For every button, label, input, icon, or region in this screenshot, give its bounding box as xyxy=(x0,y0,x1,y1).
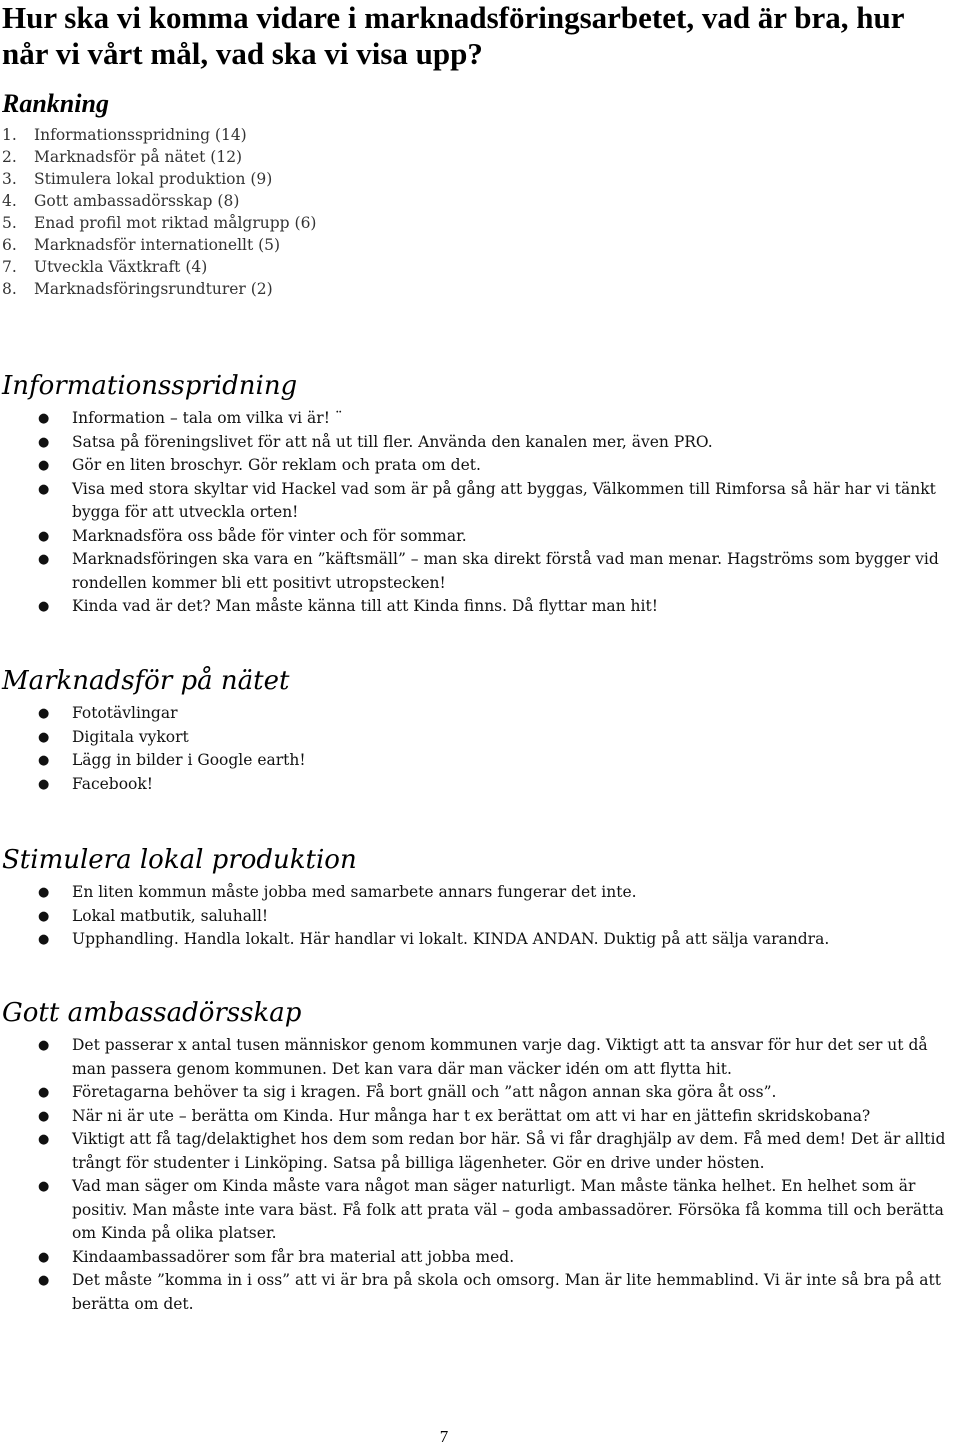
ranking-text: Utveckla Växtkraft (4) xyxy=(34,258,208,276)
bullet-list xyxy=(2,702,958,796)
list-item-text: Det passerar x antal tusen människor genom kommunen varje dag. Viktigt att ta ansvar för hur det ser ut då man passera genom kommunen. Det kan vara där man väcker idén om att flytta hit. xyxy=(72,1036,928,1078)
bullet-icon: ● xyxy=(38,458,50,473)
list-item-text: Satsa på föreningslivet för att nå ut till fler. Använda den kanalen mer, även PRO. xyxy=(72,432,713,451)
list-item xyxy=(2,1105,958,1129)
list-item xyxy=(2,407,958,431)
ranking-number: 4. xyxy=(2,192,17,210)
ranking-number: 7. xyxy=(2,258,17,276)
list-item-text: Information – tala om vilka vi är! ¨ xyxy=(72,409,343,427)
ranking-number: 2. xyxy=(2,148,17,166)
list-item-text: Marknadsföringen ska vara en ”käftsmäll” – man ska direkt förstå vad man menar. Hagströms som bygger vid rondellen kommer bli ett positivt utropstecken! xyxy=(72,550,939,592)
bullet-icon: ● xyxy=(38,434,50,450)
list-item-text: Upphandling. Handla lokalt. Här handlar vi lokalt. KINDA ANDAN. Duktig på att sälja varandra. xyxy=(72,930,830,948)
list-item-text: Lokal matbutik, saluhall! xyxy=(72,906,269,925)
list-item xyxy=(2,1175,958,1246)
list-item-text: En liten kommun måste jobba med samarbete annars fungerar det inte. xyxy=(72,883,637,901)
list-item-text: Företagarna behöver ta sig i kragen. Få bort gnäll och ”att någon annan ska göra åt oss”. xyxy=(72,1083,777,1101)
bullet-icon: ● xyxy=(38,885,50,900)
section-heading: Informationsspridning xyxy=(2,371,298,401)
list-item xyxy=(2,431,958,455)
section-gott-ambassadorsskap xyxy=(2,997,958,1316)
list-item-text: Visa med stora skyltar vid Hackel vad som är på gång att byggas, Välkommen till Rimforsa så här har vi tänkt bygga för att utveckla orten! xyxy=(72,479,936,521)
list-item-text: Kinda vad är det? Man måste känna till att Kinda finns. Då flyttar man hit! xyxy=(72,597,658,615)
list-item xyxy=(2,595,958,619)
ranking-item xyxy=(2,256,316,278)
bullet-icon: ● xyxy=(38,528,50,544)
ranking-heading: Rankning xyxy=(2,89,109,118)
list-item-text: Facebook! xyxy=(72,774,154,793)
list-item xyxy=(2,1081,958,1105)
list-item-text: Vad man säger om Kinda måste vara något man säger naturligt. Man måste tänka helhet. En helhet som är positiv. Man måste inte vara bäst. Få folk att prata väl – goda ambassadörer. Försöka få komma till och berätta om Kinda på olika platser. xyxy=(72,1177,944,1242)
list-item-text: Fototävlingar xyxy=(72,704,178,722)
list-item xyxy=(2,749,958,773)
ranking-item xyxy=(2,212,316,234)
list-item-text: Marknadsföra oss både för vinter och för sommar. xyxy=(72,526,467,545)
ranking-number: 1. xyxy=(2,126,17,144)
bullet-icon: ● xyxy=(38,729,50,745)
bullet-list xyxy=(2,1034,958,1316)
list-item xyxy=(2,454,958,478)
ranking-item xyxy=(2,146,316,168)
bullet-icon: ● xyxy=(38,1179,50,1194)
bullet-icon: ● xyxy=(38,1038,50,1053)
ranking-text: Enad profil mot riktad målgrupp (6) xyxy=(34,214,317,232)
list-item xyxy=(2,478,958,525)
bullet-icon: ● xyxy=(38,1132,50,1147)
list-item xyxy=(2,881,958,905)
ranking-item xyxy=(2,190,316,212)
ranking-text: Gott ambassadörsskap (8) xyxy=(34,192,240,210)
list-item xyxy=(2,928,958,952)
ranking-number: 5. xyxy=(2,214,17,232)
section-informationsspridning xyxy=(2,370,958,619)
ranking-item xyxy=(2,168,316,190)
ranking-item xyxy=(2,278,316,300)
ranking-text: Marknadsföringsrundturer (2) xyxy=(34,280,273,298)
document-title: Hur ska vi komma vidare i marknadsföringsarbetet, vad är bra, hur når vi vårt mål, vad ska vi visa upp? xyxy=(2,0,904,71)
bullet-icon: ● xyxy=(38,932,50,947)
bullet-icon: ● xyxy=(38,1108,50,1124)
ranking-text: Marknadsför internationellt (5) xyxy=(34,236,281,254)
list-item xyxy=(2,905,958,929)
list-item xyxy=(2,773,958,797)
page-number: 7 xyxy=(439,1427,449,1446)
ranking-number: 8. xyxy=(2,280,17,298)
bullet-list xyxy=(2,407,958,619)
ranking-number: 3. xyxy=(2,170,17,188)
ranking-number: 6. xyxy=(2,236,17,254)
bullet-icon: ● xyxy=(38,776,50,792)
ranking-text: Stimulera lokal produktion (9) xyxy=(34,170,273,188)
list-item xyxy=(2,702,958,726)
list-item xyxy=(2,525,958,549)
list-item xyxy=(2,1034,958,1081)
bullet-icon: ● xyxy=(38,1085,50,1100)
list-item xyxy=(2,548,958,595)
list-item-text: När ni är ute – berätta om Kinda. Hur många har t ex berättat om att vi har en jättefin skridskobana? xyxy=(72,1106,871,1125)
list-item xyxy=(2,1128,958,1175)
bullet-icon: ● xyxy=(38,552,50,567)
bullet-icon: ● xyxy=(38,411,50,426)
list-item-text: Det måste ”komma in i oss” att vi är bra på skola och omsorg. Man är lite hemmablind. Vi är inte så bra på att berätta om det. xyxy=(72,1271,941,1313)
bullet-icon: ● xyxy=(38,753,50,768)
list-item xyxy=(2,1269,958,1316)
bullet-icon: ● xyxy=(38,599,50,614)
section-marknadsfor-pa-natet xyxy=(2,665,958,796)
bullet-icon: ● xyxy=(38,481,50,497)
section-heading: Gott ambassadörsskap xyxy=(2,998,302,1028)
section-heading: Marknadsför på nätet xyxy=(2,666,290,696)
ranking-list xyxy=(2,124,316,300)
list-item-text: Digitala vykort xyxy=(72,727,189,746)
section-heading: Stimulera lokal produktion xyxy=(2,845,357,875)
section-stimulera-lokal-produktion xyxy=(2,844,958,952)
list-item-text: Viktigt att få tag/delaktighet hos dem som redan bor här. Så vi får draghjälp av dem. Få med dem! Det är alltid trångt för studenter i Linköping. Satsa på billiga lägenheter. Gör en drive under hösten. xyxy=(72,1130,946,1172)
list-item xyxy=(2,1246,958,1270)
bullet-icon: ● xyxy=(38,1249,50,1265)
bullet-icon: ● xyxy=(38,1273,50,1288)
bullet-icon: ● xyxy=(38,908,50,924)
bullet-list xyxy=(2,881,958,952)
bullet-icon: ● xyxy=(38,706,50,721)
ranking-text: Informationsspridning (14) xyxy=(34,126,247,144)
list-item-text: Gör en liten broschyr. Gör reklam och prata om det. xyxy=(72,456,481,474)
list-item-text: Lägg in bilder i Google earth! xyxy=(72,751,306,769)
ranking-item xyxy=(2,234,316,256)
ranking-item xyxy=(2,124,316,146)
ranking-text: Marknadsför på nätet (12) xyxy=(34,148,243,166)
list-item xyxy=(2,726,958,750)
list-item-text: Kindaambassadörer som får bra material att jobba med. xyxy=(72,1247,515,1266)
